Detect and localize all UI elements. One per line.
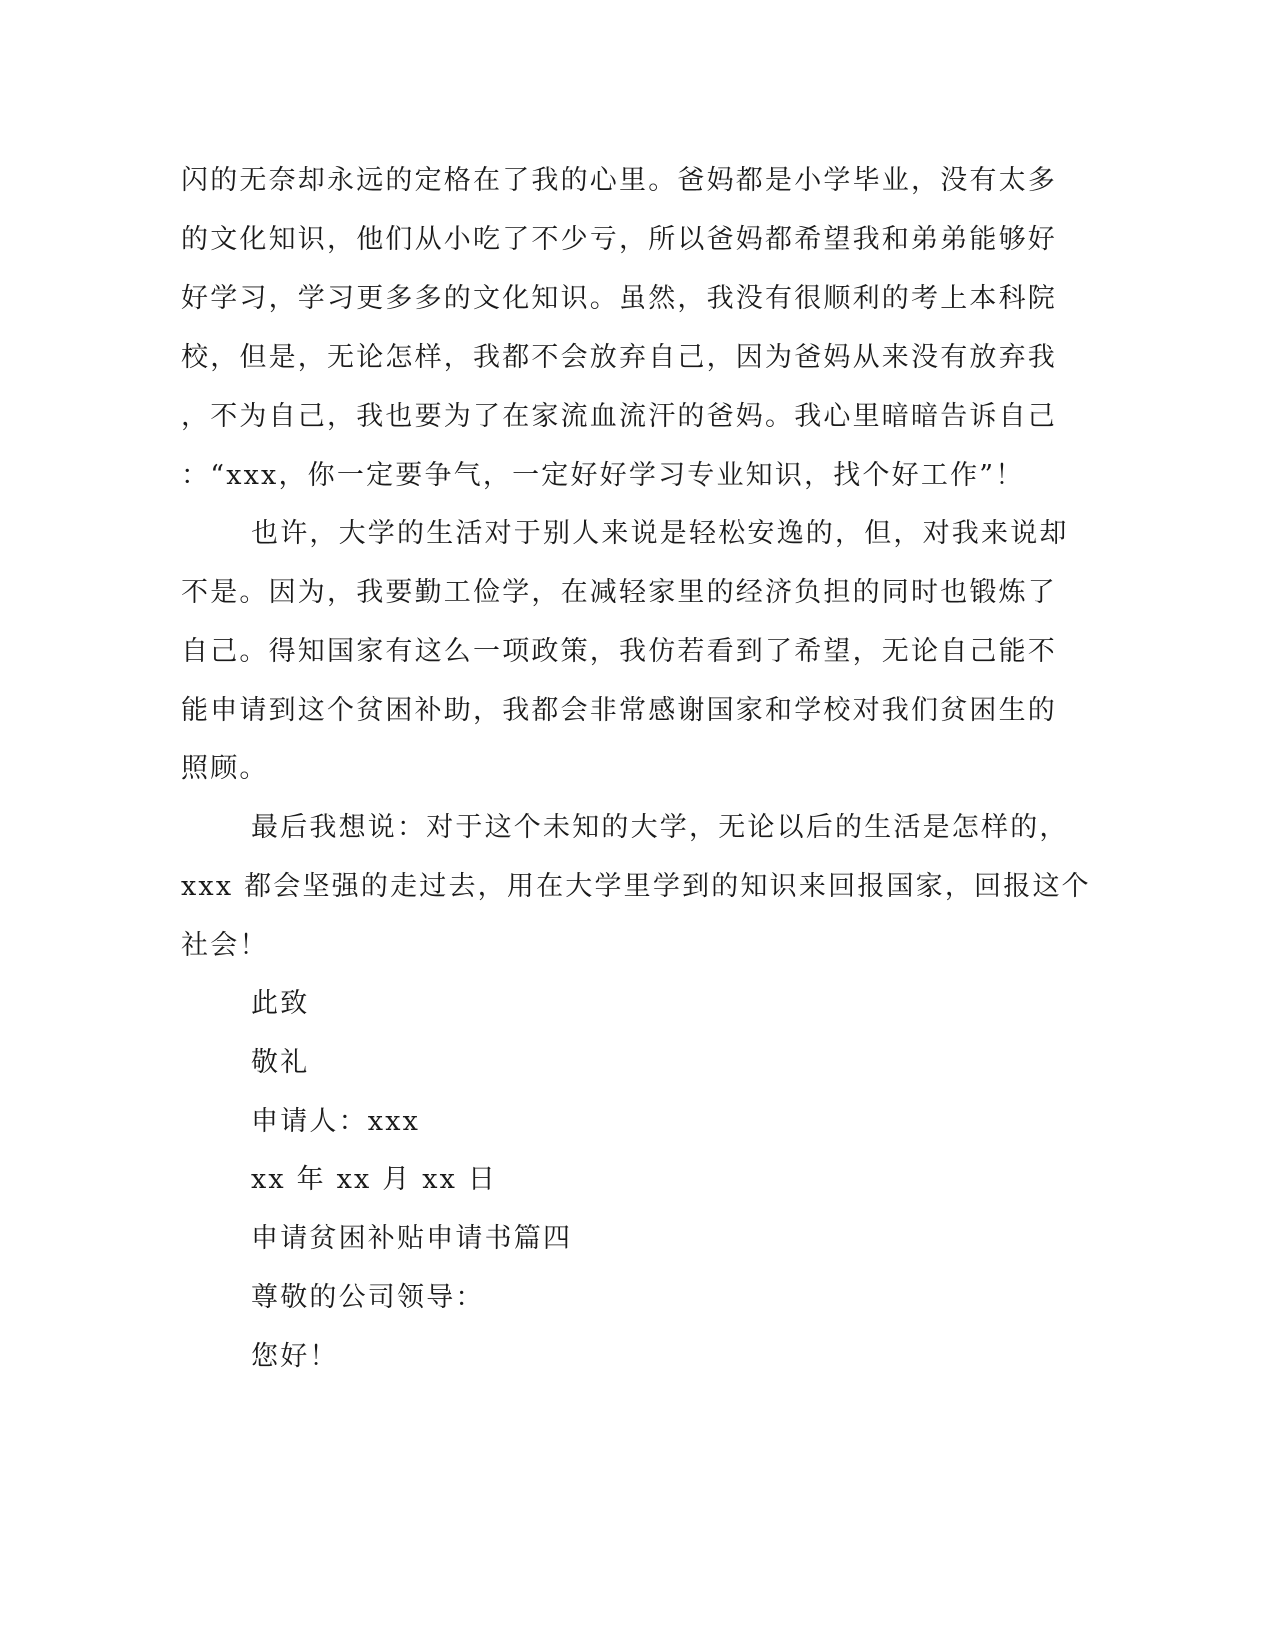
paragraph-1-line-3: 好学习，学习更多多的文化知识。虽然，我没有很顺利的考上本科院 — [181, 283, 1057, 314]
paragraph-1-line-6: ：“xxx，你一定要争气，一定好好学习专业知识，找个好工作”！ — [181, 460, 1025, 491]
paragraph-3-line-2: xxx 都会坚强的走过去，用在大学里学到的知识来回报国家，回报这个 — [181, 871, 1091, 902]
paragraph-3-line-1: 最后我想说：对于这个未知的大学，无论以后的生活是怎样的， — [251, 812, 1069, 843]
paragraph-1-line-2: 的文化知识，他们从小吃了不少亏，所以爸妈都希望我和弟弟能够好 — [181, 224, 1057, 255]
letter-addressee: 尊敬的公司领导： — [251, 1282, 485, 1313]
applicant-signature: 申请人：xxx — [251, 1106, 421, 1137]
paragraph-2-line-3: 自己。得知国家有这么一项政策，我仿若看到了希望，无论自己能不 — [181, 636, 1057, 667]
paragraph-3-line-3: 社会！ — [181, 930, 269, 961]
paragraph-2-line-1: 也许，大学的生活对于别人来说是轻松安逸的，但，对我来说却 — [251, 518, 1069, 549]
paragraph-1-line-1: 闪的无奈却永远的定格在了我的心里。爸妈都是小学毕业，没有太多 — [181, 165, 1057, 196]
section-title: 申请贫困补贴申请书篇四 — [251, 1223, 573, 1254]
closing-salutation-1: 此致 — [251, 988, 310, 1019]
paragraph-2-line-4: 能申请到这个贫困补助，我都会非常感谢国家和学校对我们贫困生的 — [181, 695, 1057, 726]
letter-date: xx 年 xx 月 xx 日 — [251, 1164, 498, 1195]
paragraph-1-line-4: 校，但是，无论怎样，我都不会放弃自己，因为爸妈从来没有放弃我 — [181, 342, 1057, 373]
closing-salutation-2: 敬礼 — [251, 1047, 310, 1078]
paragraph-2-line-2: 不是。因为，我要勤工俭学，在减轻家里的经济负担的同时也锻炼了 — [181, 577, 1057, 608]
paragraph-1-line-5: ，不为自己，我也要为了在家流血流汗的爸妈。我心里暗暗告诉自己 — [181, 401, 1057, 432]
letter-greeting: 您好！ — [251, 1341, 339, 1372]
paragraph-2-line-5: 照顾。 — [181, 753, 269, 784]
